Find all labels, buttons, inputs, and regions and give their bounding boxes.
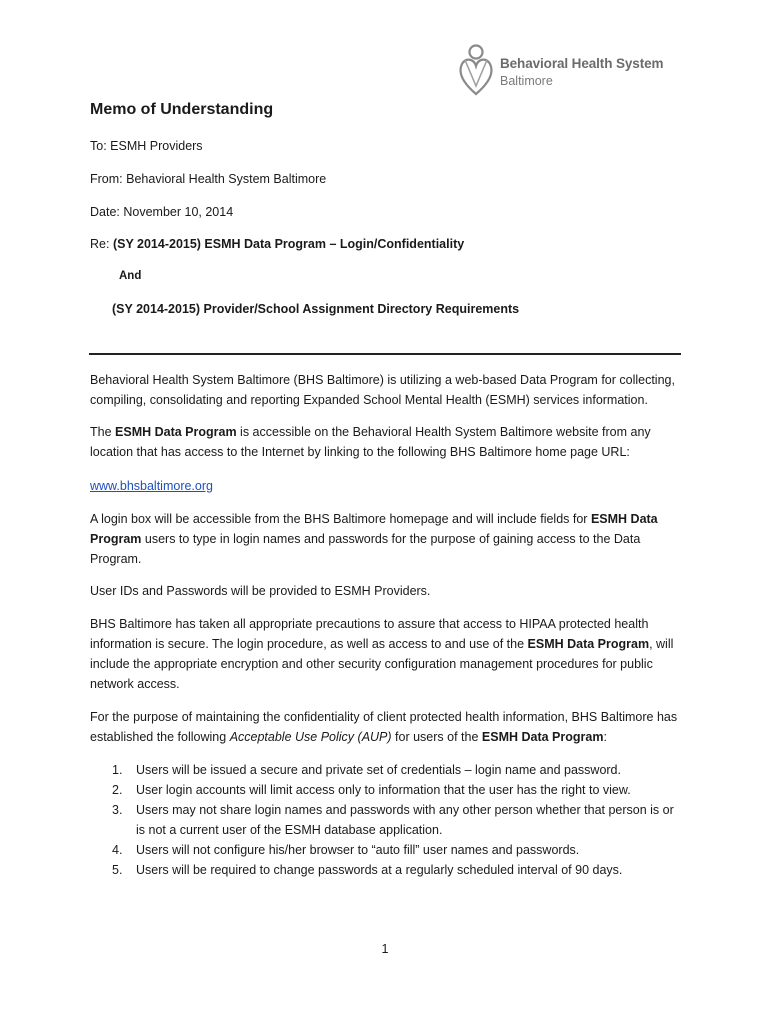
date-line	[90, 205, 233, 219]
list-item	[90, 780, 680, 800]
memo-title: Memo of Understanding	[90, 101, 274, 118]
from-line	[90, 172, 326, 186]
paragraph-login-text-1: A login box will be accessible from the BHS Baltimore homepage and will include fields for	[90, 512, 591, 526]
home-page-link[interactable]: www.bhsbaltimore.org	[90, 479, 213, 493]
to-label: To:	[90, 139, 107, 153]
paragraph-intro: Behavioral Health System Baltimore (BHS Baltimore) is utilizing a web-based Data Program for collecting, compiling, consolidating and reporting Expanded School Mental Health (ESMH) services information.	[90, 373, 675, 407]
org-city: Baltimore	[500, 74, 553, 88]
list-item	[90, 840, 680, 860]
paragraph-login-emphasis: ESMH Data Program	[90, 512, 658, 546]
to-line	[90, 139, 203, 153]
paragraph-login	[90, 509, 685, 569]
list-item-text: Users will be issued a secure and private set of credentials – login name and password.	[136, 763, 621, 777]
from-value: Behavioral Health System Baltimore	[126, 172, 327, 186]
paragraph-access	[90, 422, 685, 462]
list-item	[90, 760, 680, 780]
list-item	[90, 800, 680, 840]
re-subject-1: (SY 2014-2015) ESMH Data Program – Login/Confidentiality	[112, 237, 465, 251]
paragraph-security-text-1: BHS Baltimore has taken all appropriate precautions to assure that access to HIPAA protected health information is secure. The login procedure, as well as access to and use of the	[90, 617, 649, 651]
list-item-number: 1.	[112, 763, 123, 777]
bhs-logo-icon	[456, 42, 496, 100]
paragraph-login-text-2: users to type in login names and passwords for the purpose of gaining access to the Data Program.	[90, 532, 641, 566]
paragraph-aup-text-2: for users of the	[391, 730, 482, 744]
paragraph-access-text-1: The	[90, 425, 116, 439]
bhs-logo	[456, 42, 696, 102]
list-item	[90, 860, 680, 880]
paragraph-security-emphasis: ESMH Data Program	[527, 637, 650, 651]
header-divider	[89, 353, 681, 355]
paragraph-aup	[90, 707, 685, 747]
from-label: From:	[90, 172, 123, 186]
re-label: Re:	[90, 237, 110, 251]
list-item-number: 5.	[112, 863, 123, 877]
date-label: Date:	[90, 205, 120, 219]
list-item-text: User login accounts will limit access only to information that the user has the right to view.	[136, 783, 631, 797]
to-value: ESMH Providers	[110, 139, 203, 153]
paragraph-aup-emphasis: ESMH Data Program	[481, 730, 604, 744]
paragraph-aup-text-3: :	[603, 730, 607, 744]
url-paragraph	[90, 476, 685, 496]
paragraph-access-text-2: is accessible on the Behavioral Health System Baltimore website from any location that has access to the Internet by linking to the following BHS Baltimore home page URL:	[90, 425, 651, 459]
list-item-text: Users may not share login names and passwords with any other person whether that person is or is not a current user of the ESMH database application.	[136, 803, 674, 837]
paragraph-security	[90, 614, 685, 694]
date-value: November 10, 2014	[123, 205, 234, 219]
paragraph-aup-policy-name: Acceptable Use Policy (AUP)	[229, 730, 392, 744]
list-item-number: 4.	[112, 843, 123, 857]
list-item-text: Users will not configure his/her browser to “auto fill” user names and passwords.	[136, 843, 580, 857]
re-line	[90, 237, 464, 251]
list-item-text: Users will be required to change passwords at a regularly scheduled interval of 90 days.	[136, 863, 623, 877]
page-number: 1	[381, 942, 389, 956]
re-and: And	[119, 270, 142, 282]
paragraph-credentials: User IDs and Passwords will be provided to ESMH Providers.	[90, 584, 431, 598]
org-name: Behavioral Health System	[500, 56, 664, 71]
aup-rule-list	[90, 760, 680, 880]
list-item-number: 2.	[112, 783, 123, 797]
paragraph-security-text-2: , will include the appropriate encryption and other security configuration management procedures for public network access.	[90, 637, 674, 691]
list-item-number: 3.	[112, 803, 123, 817]
paragraph-access-emphasis: ESMH Data Program	[115, 425, 237, 439]
paragraph-aup-text-1: For the purpose of maintaining the confidentiality of client protected health information, BHS Baltimore has established the following	[90, 710, 678, 744]
re-subject-2: (SY 2014-2015) Provider/School Assignment Directory Requirements	[112, 302, 520, 316]
